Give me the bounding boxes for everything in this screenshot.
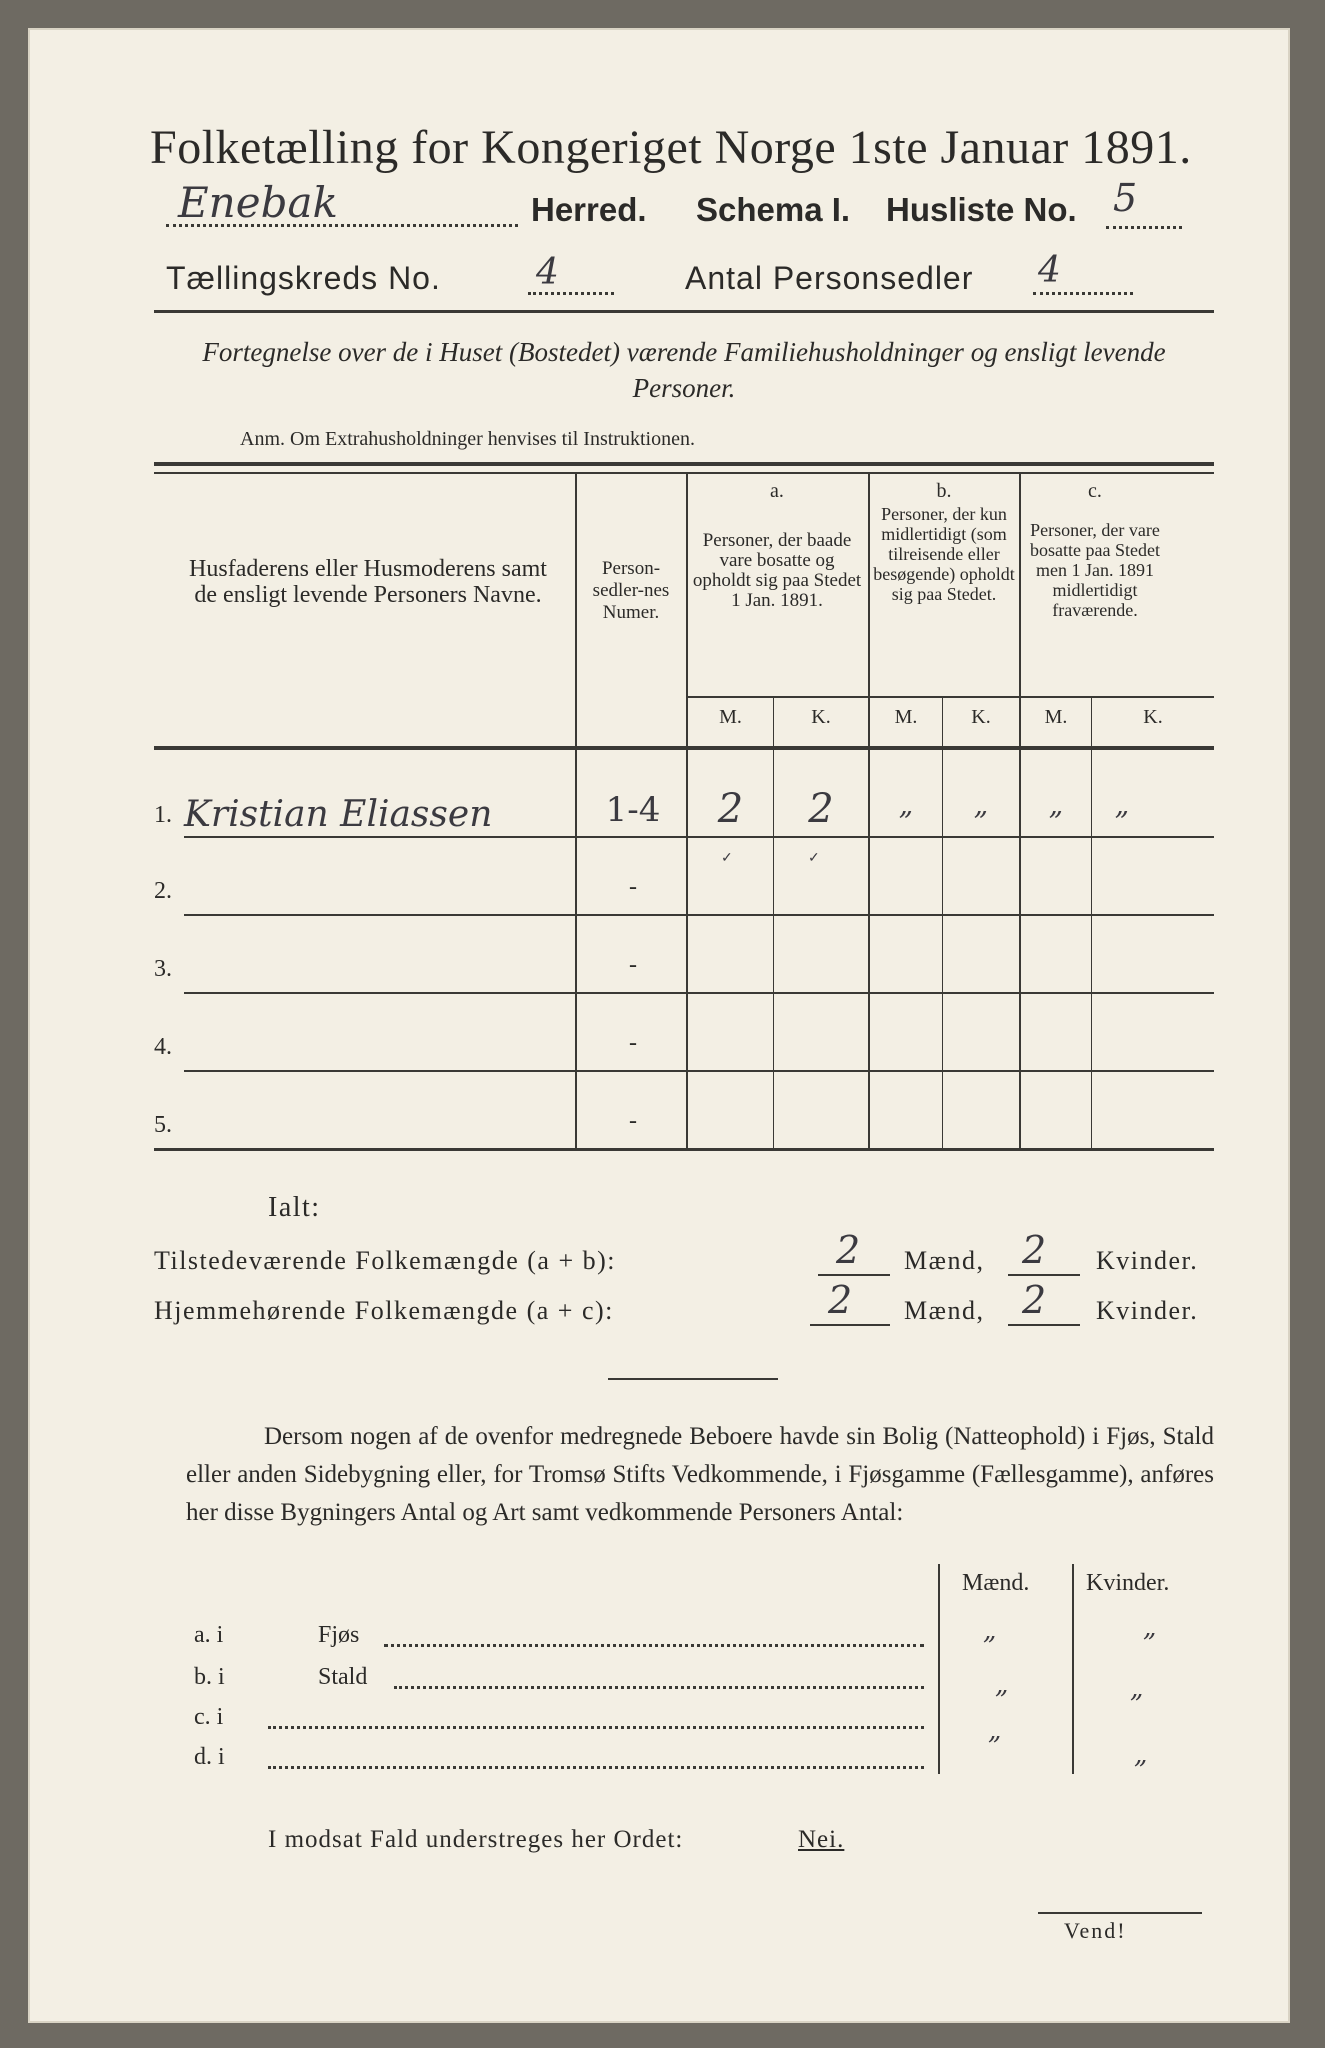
hjem-m-value: 2 bbox=[828, 1278, 853, 1322]
antal-value: 4 bbox=[1038, 250, 1061, 291]
table-top-rule bbox=[154, 462, 1214, 466]
buildings-col-m: Mænd. bbox=[962, 1570, 1030, 1596]
col-c-k: K. bbox=[1143, 706, 1163, 728]
schema-label: Schema I. bbox=[696, 191, 851, 228]
col-b-k: K. bbox=[971, 706, 991, 728]
col-b-letter: b. bbox=[936, 480, 952, 502]
building-m: „ bbox=[983, 1616, 997, 1646]
table-mk-divider bbox=[942, 696, 943, 1149]
tilst-label: Tilstedeværende Folkemængde (a + b): bbox=[154, 1246, 616, 1275]
row-number: 4. bbox=[154, 1034, 172, 1060]
table-bottom-rule bbox=[154, 1148, 1214, 1151]
row-c-k: „ bbox=[1114, 788, 1130, 821]
building-row-letter: c. i bbox=[194, 1704, 224, 1730]
tilst-m-value: 2 bbox=[836, 1228, 861, 1272]
building-row-type: Fjøs bbox=[318, 1622, 360, 1648]
row-c-m: „ bbox=[1048, 788, 1064, 821]
col-a-m: M. bbox=[719, 706, 742, 728]
row-numer: - bbox=[629, 1030, 637, 1056]
row-number: 5. bbox=[154, 1112, 172, 1138]
table-mk-divider bbox=[1091, 696, 1092, 1149]
table-divider bbox=[575, 474, 577, 1149]
form-title: Folketælling for Kongeriget Norge 1ste Januar 1891. bbox=[150, 121, 1192, 174]
tilst-k-line bbox=[1008, 1274, 1080, 1276]
nei-text: I modsat Fald understreges her Ordet: bbox=[268, 1826, 684, 1853]
kreds-value: 4 bbox=[536, 252, 559, 293]
building-dotted-line bbox=[394, 1686, 924, 1689]
row-numer: - bbox=[629, 1108, 637, 1134]
building-k: „ bbox=[1134, 1740, 1148, 1770]
col-a-header: Personer, der baade vare bosatte og opholdt sig paa Stedet 1 Jan. 1891. bbox=[692, 530, 862, 611]
check-mark: ✓ bbox=[808, 851, 820, 866]
kreds-label: Tællingskreds No. bbox=[166, 260, 441, 296]
col-name-header: Husfaderens eller Husmoderens samt de ensligt levende Personers Navne. bbox=[189, 556, 547, 608]
husliste-value: 5 bbox=[1113, 176, 1138, 220]
building-k: „ bbox=[1130, 1674, 1144, 1704]
husliste-dotted-line bbox=[1106, 226, 1182, 229]
section-separator bbox=[608, 1378, 778, 1380]
buildings-col-k: Kvinder. bbox=[1086, 1570, 1170, 1596]
hjem-m-line bbox=[810, 1324, 890, 1326]
hjem-k-line bbox=[1008, 1324, 1080, 1326]
ialt-label: Ialt: bbox=[268, 1192, 321, 1223]
row-name: Kristian Eliassen bbox=[184, 794, 493, 835]
row-rule bbox=[184, 1070, 1214, 1072]
hjem-k-value: 2 bbox=[1022, 1278, 1047, 1322]
census-form-page bbox=[28, 28, 1290, 2023]
intro-text: Fortegnelse over de i Huset (Bostedet) værende Familiehusholdninger og ensligt levende Personer. bbox=[202, 337, 1166, 403]
table-top-rule-2 bbox=[154, 472, 1214, 474]
row-a-m: 2 bbox=[717, 786, 744, 832]
row-number: 1. bbox=[154, 802, 172, 828]
row-rule bbox=[184, 914, 1214, 916]
building-row-letter: a. i bbox=[194, 1622, 224, 1648]
header-rule bbox=[154, 310, 1214, 313]
kvinder-label: Kvinder. bbox=[1096, 1246, 1199, 1275]
row-b-m: „ bbox=[898, 788, 914, 821]
tilst-m-line bbox=[818, 1274, 890, 1276]
col-b-header: Personer, der kun midlertidigt (som tilreisende eller besøgende) opholdt sig paa Stedet. bbox=[873, 504, 1015, 604]
antal-dotted-line bbox=[1033, 292, 1133, 295]
buildings-divider bbox=[1072, 1564, 1074, 1774]
col-a-k: K. bbox=[811, 706, 831, 728]
table-mk-divider bbox=[773, 696, 774, 1149]
building-row-letter: b. i bbox=[194, 1664, 225, 1690]
row-number: 2. bbox=[154, 878, 172, 904]
row-a-k: 2 bbox=[808, 786, 834, 832]
buildings-paragraph: Dersom nogen af de ovenfor medregnede Beboere havde sin Bolig (Natteophold) i Fjøs, Stald eller anden Sidebygning eller, for Tromsø Stifts Vedkommende, i Fjøsgamme (Fællesgamme), anføres her disse Bygningers Antal og Art samt vedkommende Personers Antal: bbox=[186, 1423, 1214, 1526]
kvinder-label: Kvinder. bbox=[1096, 1296, 1199, 1325]
col-numer-header: Person-sedler-nes Numer. bbox=[592, 558, 670, 623]
header-bottom-rule bbox=[154, 746, 1214, 750]
building-k: „ bbox=[1143, 1613, 1157, 1643]
building-dotted-line bbox=[384, 1644, 924, 1647]
row-numer: - bbox=[629, 952, 637, 978]
building-m: „ bbox=[988, 1716, 1002, 1746]
building-dotted-line bbox=[268, 1766, 924, 1769]
herred-label: Herred. bbox=[531, 191, 647, 228]
check-mark: ✓ bbox=[721, 851, 733, 866]
vend-rule bbox=[1038, 1912, 1202, 1914]
kreds-dotted-line bbox=[528, 292, 614, 295]
row-rule bbox=[184, 992, 1214, 994]
mk-rule bbox=[688, 696, 1214, 698]
husliste-label: Husliste No. bbox=[886, 191, 1077, 228]
row-b-k: „ bbox=[973, 788, 989, 821]
row-numer: 1-4 bbox=[605, 790, 661, 830]
buildings-divider bbox=[938, 1564, 940, 1774]
row-rule bbox=[184, 836, 1214, 838]
building-m: „ bbox=[995, 1670, 1009, 1700]
nei-word: Nei. bbox=[798, 1826, 845, 1853]
col-c-header: Personer, der vare bosatte paa Stedet men 1 Jan. 1891 midlertidigt fraværende. bbox=[1030, 520, 1160, 620]
maend-label: Mænd, bbox=[904, 1296, 985, 1325]
building-row-letter: d. i bbox=[194, 1744, 225, 1770]
anm-text: Anm. Om Extrahusholdninger henvises til Instruktionen. bbox=[240, 428, 695, 450]
maend-label: Mænd, bbox=[904, 1246, 985, 1275]
vend-label: Vend! bbox=[1064, 1918, 1127, 1943]
row-number: 3. bbox=[154, 956, 172, 982]
building-row-type: Stald bbox=[318, 1664, 368, 1690]
tilst-k-value: 2 bbox=[1022, 1228, 1047, 1272]
col-a-letter: a. bbox=[770, 480, 784, 502]
col-c-m: M. bbox=[1044, 706, 1068, 728]
building-dotted-line bbox=[268, 1726, 924, 1729]
herred-value: Enebak bbox=[178, 178, 338, 227]
col-c-letter: c. bbox=[1088, 480, 1102, 502]
row-numer: - bbox=[629, 874, 637, 900]
col-b-m: M. bbox=[894, 706, 918, 728]
hjem-label: Hjemmehørende Folkemængde (a + c): bbox=[154, 1296, 614, 1325]
antal-label: Antal Personsedler bbox=[685, 260, 974, 296]
